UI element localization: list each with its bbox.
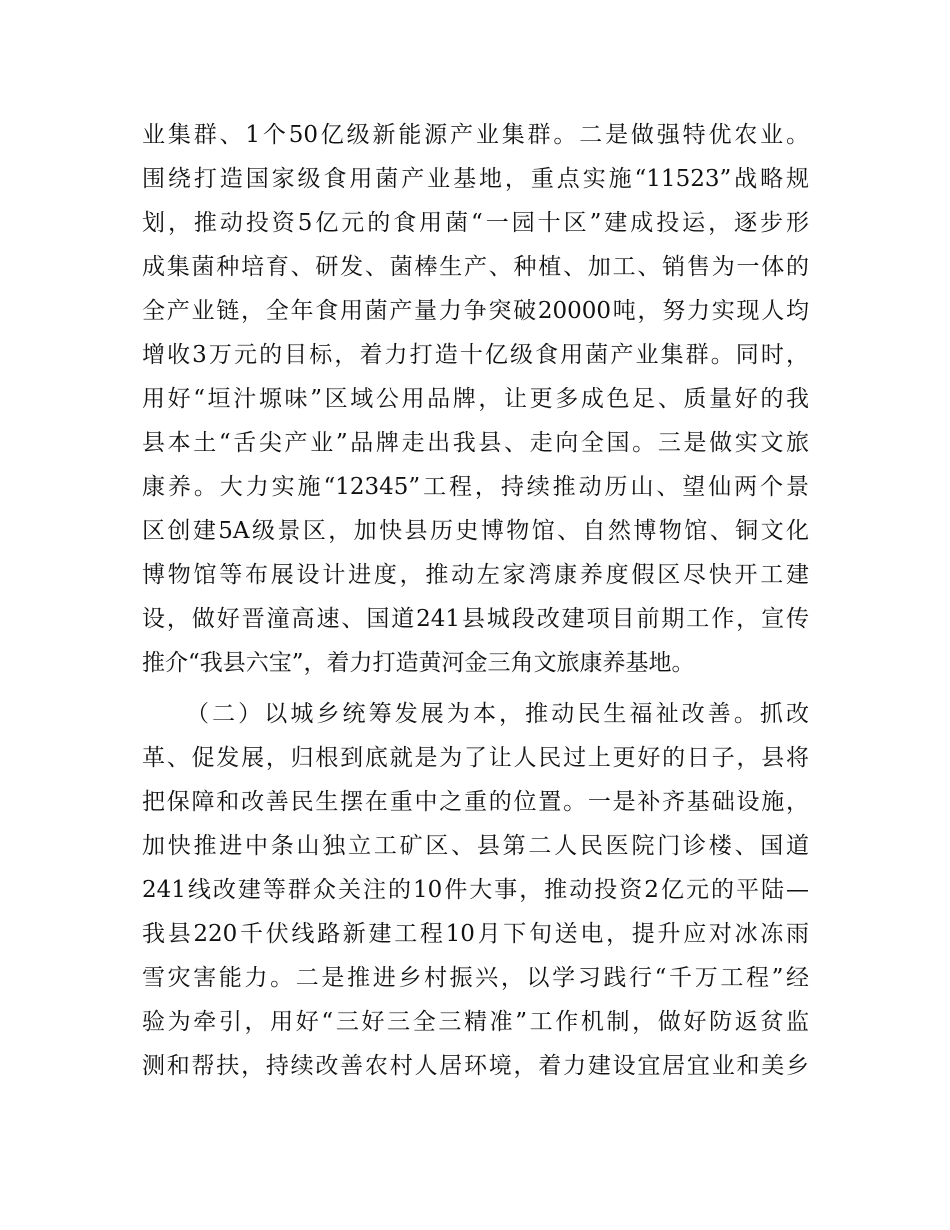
text-line: 验为牵引，用好“三好三全三精准”工作机制，做好防返贫监: [142, 1009, 809, 1035]
paragraph-industry: [142, 113, 809, 685]
text-line: 康养。大力实施“12345”工程，持续推动历山、望仙两个景: [142, 474, 809, 500]
text-line: 雪灾害能力。二是推进乡村振兴，以学习践行“千万工程”经: [142, 965, 809, 991]
text-line: 241线改建等群众关注的10件大事，推动投资2亿元的平陆—: [142, 877, 809, 903]
text-line: 围绕打造国家级食用菌产业基地，重点实施“11523”战略规: [142, 166, 809, 192]
text-line: 全产业链，全年食用菌产量力争突破20000吨，努力实现人均: [142, 298, 809, 324]
text-line: 用好“垣汁塬味”区域公用品牌，让更多成色足、质量好的我: [142, 386, 809, 412]
text-line: 推介“我县六宝”，着力打造黄河金三角文旅康养基地。: [142, 650, 695, 676]
text-line: 设，做好晋潼高速、国道241县城段改建项目前期工作，宣传: [142, 606, 809, 632]
paragraph-livelihood: [142, 692, 809, 1088]
text-line: 县本土“舌尖产业”品牌走出我县、走向全国。三是做实文旅: [142, 430, 809, 456]
text-line: 把保障和改善民生摆在重中之重的位置。一是补齐基础设施，: [142, 789, 809, 815]
text-line: 加快推进中条山独立工矿区、县第二人民医院门诊楼、国道: [142, 833, 809, 859]
text-line: 成集菌种培育、研发、菌棒生产、种植、加工、销售为一体的: [142, 254, 809, 280]
text-line: 革、促发展，归根到底就是为了让人民过上更好的日子，县将: [142, 745, 809, 771]
section-heading-line: （二）以城乡统筹发展为本，推动民生福祉改善。抓改: [186, 701, 809, 727]
text-line: 业集群、1个50亿级新能源产业集群。二是做强特优农业。: [142, 122, 809, 148]
text-line: 区创建5A级景区，加快县历史博物馆、自然博物馆、铜文化: [142, 518, 809, 544]
text-line: 划，推动投资5亿元的食用菌“一园十区”建成投运，逐步形: [142, 210, 809, 236]
text-line: 测和帮扶，持续改善农村人居环境，着力建设宜居宜业和美乡: [142, 1053, 809, 1079]
text-line: 我县220千伏线路新建工程10月下旬送电，提升应对冰冻雨: [142, 921, 809, 947]
text-line: 博物馆等布展设计进度，推动左家湾康养度假区尽快开工建: [142, 562, 809, 588]
text-line: 增收3万元的目标，着力打造十亿级食用菌产业集群。同时，: [142, 342, 809, 368]
